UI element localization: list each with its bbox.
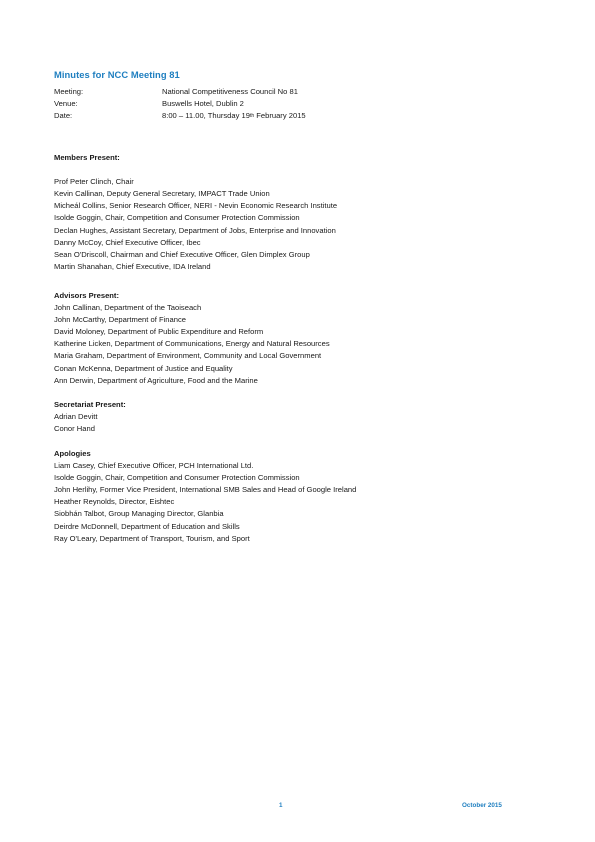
date-value-main: 8:00 – 11.00, Thursday 19 xyxy=(162,111,250,120)
meeting-label: Meeting: xyxy=(54,87,84,96)
secretariat-item: Adrian Devitt xyxy=(54,412,98,422)
members-section xyxy=(54,152,337,273)
member-item: Prof Peter Clinch, Chair xyxy=(54,177,134,187)
member-item: Martin Shanahan, Chief Executive, IDA Ireland xyxy=(54,261,211,271)
advisor-item: David Moloney, Department of Public Expenditure and Reform xyxy=(54,327,264,337)
apologies-section xyxy=(54,448,356,545)
date-value-rest: February 2015 xyxy=(254,111,306,120)
member-item: Sean O'Driscoll, Chairman and Chief Executive Officer, Glen Dimplex Group xyxy=(54,249,310,259)
advisor-item: Conan McKenna, Department of Justice and Equality xyxy=(54,363,233,373)
date-ordinal-suffix: th xyxy=(249,113,255,119)
meeting-details xyxy=(54,86,306,122)
secretariat-heading: Secretariat Present: xyxy=(54,400,126,409)
secretariat-section xyxy=(54,399,126,435)
advisor-item: Ann Derwin, Department of Agriculture, Food and the Marine xyxy=(54,375,258,385)
apology-item: John Herlihy, Former Vice President, International SMB Sales and Head of Google Ireland xyxy=(54,485,357,495)
member-item: Micheál Collins, Senior Research Officer, NERI - Nevin Economic Research Institute xyxy=(54,201,338,211)
member-item: Kevin Callinan, Deputy General Secretary, IMPACT Trade Union xyxy=(54,189,270,199)
advisor-item: Katherine Licken, Department of Communications, Energy and Natural Resources xyxy=(54,339,330,349)
secretariat-item: Conor Hand xyxy=(54,424,95,434)
apology-item: Liam Casey, Chief Executive Officer, PCH International Ltd. xyxy=(54,461,254,471)
apology-item: Isolde Goggin, Chair, Competition and Consumer Protection Commission xyxy=(54,473,300,483)
member-item: Declan Hughes, Assistant Secretary, Department of Jobs, Enterprise and Innovation xyxy=(54,225,336,235)
meeting-row xyxy=(54,86,306,98)
meeting-value: National Competitiveness Council No 81 xyxy=(162,87,298,96)
footer-date: October 2015 xyxy=(462,802,502,809)
apology-item: Ray O'Leary, Department of Transport, Tourism, and Sport xyxy=(54,533,250,543)
advisors-heading: Advisors Present: xyxy=(54,291,119,300)
date-row xyxy=(54,110,306,122)
apology-item: Deirdre McDonnell, Department of Education and Skills xyxy=(54,521,240,531)
apology-item: Siobhán Talbot, Group Managing Director, Glanbia xyxy=(54,509,224,519)
member-item: Danny McCoy, Chief Executive Officer, Ibec xyxy=(54,237,201,247)
members-heading: Members Present: xyxy=(54,153,120,162)
date-label: Date: xyxy=(54,111,73,120)
venue-value: Buswells Hotel, Dublin 2 xyxy=(162,99,244,108)
apologies-heading: Apologies xyxy=(54,449,91,458)
document-title: Minutes for NCC Meeting 81 xyxy=(54,69,180,80)
venue-row xyxy=(54,98,306,110)
advisor-item: Maria Graham, Department of Environment, Community and Local Government xyxy=(54,351,322,361)
apology-item: Heather Reynolds, Director, Eishtec xyxy=(54,497,175,507)
member-item: Isolde Goggin, Chair, Competition and Consumer Protection Commission xyxy=(54,213,300,223)
advisor-item: John Callinan, Department of the Taoiseach xyxy=(54,303,202,313)
date-value xyxy=(162,110,306,122)
page-number: 1 xyxy=(279,802,283,809)
advisor-item: John McCarthy, Department of Finance xyxy=(54,315,186,325)
venue-label: Venue: xyxy=(54,99,78,108)
advisors-section xyxy=(54,290,330,387)
